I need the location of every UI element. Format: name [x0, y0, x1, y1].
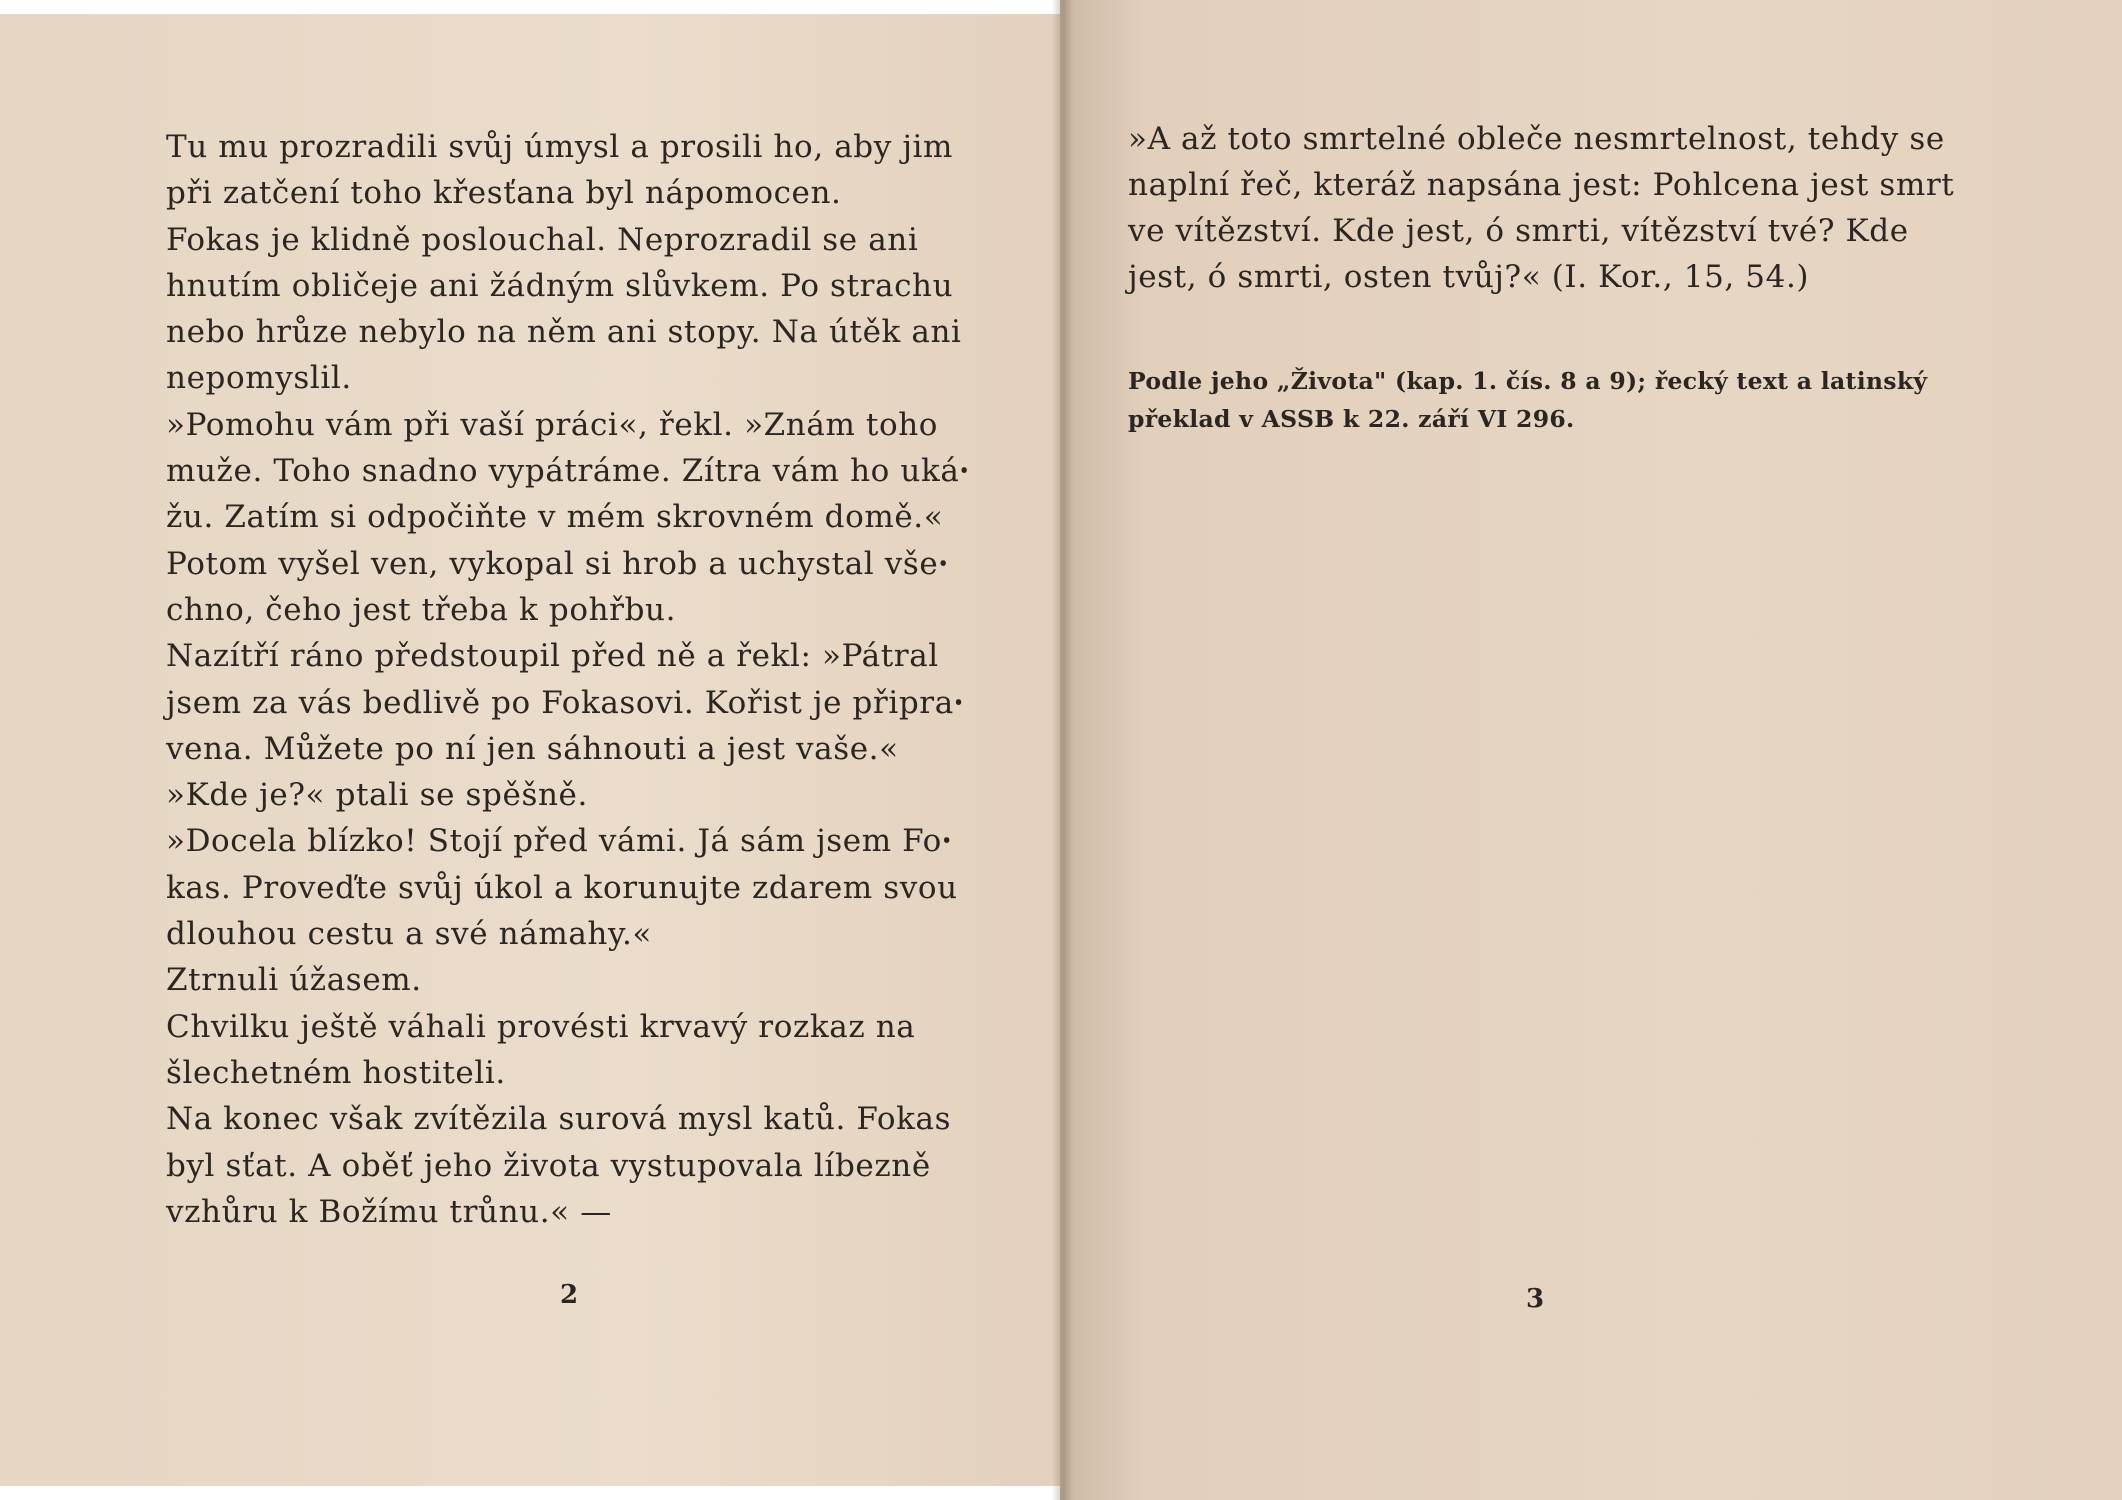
text-line: hnutím obličeje ani žádným slůvkem. Po strachu — [166, 267, 954, 304]
text-line: Potom vyšel ven, vykopal si hrob a uchystal všeꞏ — [166, 545, 949, 582]
text-line: »Kde je?« ptali se spěšně. — [166, 777, 588, 814]
left-page-text — [166, 124, 986, 1235]
text-line: Tu mu prozradili svůj úmysl a prosili ho, aby jim — [166, 129, 954, 165]
source-line: Podle jeho „Života" (kap. 1. čís. 8 a 9); řecký text a latinský — [1128, 367, 1928, 395]
text-line: při zatčení toho křesťana byl nápomocen. — [166, 175, 842, 212]
text-line: dlouhou cestu a své námahy.« — [166, 916, 652, 953]
text-line: nebo hrůze nebylo na něm ani stopy. Na útěk ani — [166, 314, 962, 351]
text-line: nepomyslil. — [166, 360, 352, 397]
text-line: kas. Proveďte svůj úkol a korunujte zdarem svou — [166, 869, 958, 906]
text-line: byl sťat. A oběť jeho života vystupovala líbezně — [166, 1147, 931, 1184]
text-line: chno, čeho jest třeba k pohřbu. — [166, 591, 677, 628]
source-line: překlad v ASSB k 22. září VI 296. — [1128, 405, 1575, 433]
text-line: Nazítří ráno předstoupil před ně a řekl: »Pátral — [166, 638, 939, 675]
text-line: jsem za vás bedlivě po Fokasovi. Kořist je připraꞏ — [166, 684, 964, 721]
text-line: »Pomohu vám při vaší práci«, řekl. »Znám toho — [166, 406, 939, 443]
text-line: muže. Toho snadno vypátráme. Zítra vám ho ukáꞏ — [166, 453, 970, 490]
text-line: Na konec však zvítězila surová mysl katů. Fokas — [166, 1101, 952, 1138]
text-line: Ztrnuli úžasem. — [166, 962, 422, 999]
text-line: »A až toto smrtelné obleče nesmrtelnost, tehdy se — [1128, 121, 1945, 157]
page-number-right: 3 — [1526, 1284, 1546, 1314]
source-note — [1128, 362, 1968, 438]
book-gutter — [1052, 0, 1074, 1500]
text-line: šlechetném hostiteli. — [166, 1054, 506, 1091]
right-page-text — [1128, 116, 1958, 300]
text-line: ve vítězství. Kde jest, ó smrti, vítězství tvé? Kde — [1128, 213, 1909, 249]
page-number-left: 2 — [560, 1280, 580, 1310]
text-line: naplní řeč, kteráž napsána jest: Pohlcena jest smrt — [1128, 167, 1955, 203]
text-line: jest, ó smrti, osten tvůj?« (I. Kor., 15, 54.) — [1128, 259, 1810, 295]
text-line: žu. Zatím si odpočiňte v mém skrovném domě.« — [166, 499, 944, 536]
text-line: »Docela blízko! Stojí před vámi. Já sám jsem Foꞏ — [166, 823, 953, 860]
text-line: vzhůru k Božímu trůnu.« — — [166, 1193, 612, 1230]
text-line: Fokas je klidně poslouchal. Neprozradil se ani — [166, 221, 919, 258]
text-line: vena. Můžete po ní jen sáhnouti a jest vaše.« — [166, 730, 899, 767]
text-line: Chvilku ještě váhali provésti krvavý rozkaz na — [166, 1008, 916, 1045]
